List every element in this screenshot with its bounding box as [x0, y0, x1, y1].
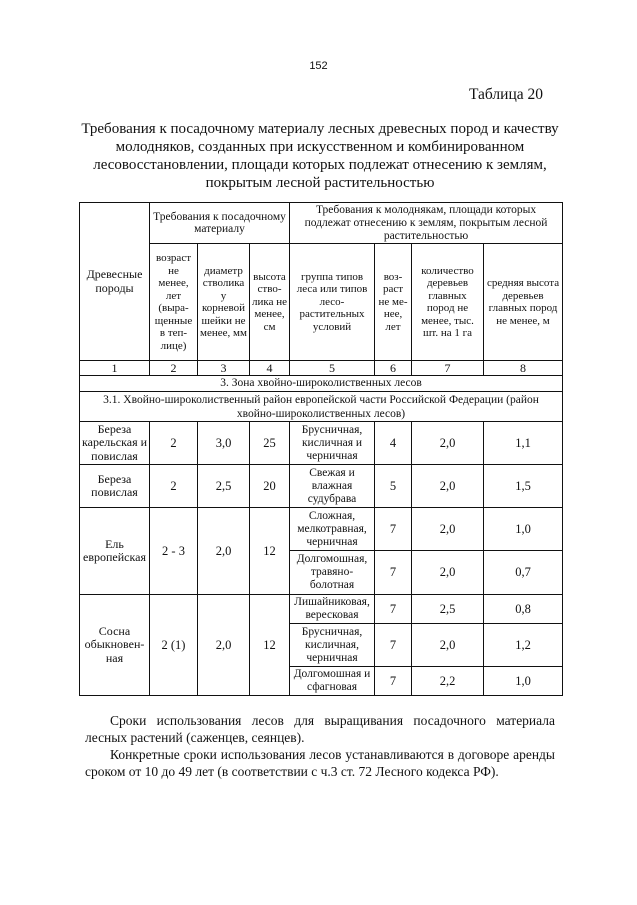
- tree-count-cell: 2,5: [412, 595, 484, 624]
- avg-height-cell: 1,5: [484, 465, 563, 508]
- tree-count-cell: 2,0: [412, 624, 484, 667]
- age-cell: 2: [150, 465, 198, 508]
- avg-height-cell: 1,0: [484, 508, 563, 551]
- avg-height-cell: 0,8: [484, 595, 563, 624]
- forest-type-cell: Долгомошная и сфагновая: [290, 667, 375, 696]
- young-age-cell: 7: [375, 508, 412, 551]
- column-number: 1: [80, 361, 150, 376]
- height-cell: 12: [250, 595, 290, 696]
- age-cell: 2 (1): [150, 595, 198, 696]
- diameter-cell: 2,5: [198, 465, 250, 508]
- header-species: Древесные породы: [80, 203, 150, 361]
- column-number: 5: [290, 361, 375, 376]
- forest-type-cell: Брусничная, кисличная и черничная: [290, 422, 375, 465]
- column-number: 2: [150, 361, 198, 376]
- header-diameter: диаметр стволика у корневой шейки не менее, мм: [198, 244, 250, 361]
- height-cell: 25: [250, 422, 290, 465]
- height-cell: 20: [250, 465, 290, 508]
- young-age-cell: 7: [375, 551, 412, 595]
- paragraph-lease-terms: Конкретные сроки использования лесов устанавливаются в договоре аренды сроком от 10 до 49 лет (в соответствии с ч.3 ст. 72 Лесного кодекса РФ).: [85, 747, 555, 779]
- forest-type-cell: Сложная, мелкотравная, черничная: [290, 508, 375, 551]
- tree-count-cell: 2,2: [412, 667, 484, 696]
- forest-type-cell: Брусничная, кисличная, черничная: [290, 624, 375, 667]
- diameter-cell: 2,0: [198, 595, 250, 696]
- header-forest-type: группа типов леса или типов лесо-растительных условий: [290, 244, 375, 361]
- tree-count-cell: 2,0: [412, 422, 484, 465]
- table-row: [80, 595, 563, 624]
- paragraph-usage-terms: Сроки использования лесов для выращивания посадочного материала лесных растений (саженцев, сеянцев).: [85, 713, 555, 745]
- header-age: возраст не менее, лет (выра-щенные в теп-лице): [150, 244, 198, 361]
- young-age-cell: 7: [375, 667, 412, 696]
- table-row: [80, 422, 563, 465]
- avg-height-cell: 1,0: [484, 667, 563, 696]
- forest-type-cell: Долгомошная, травяно-болотная: [290, 551, 375, 595]
- young-age-cell: 5: [375, 465, 412, 508]
- tree-count-cell: 2,0: [412, 465, 484, 508]
- column-number: 6: [375, 361, 412, 376]
- species-cell: Ель европейская: [80, 508, 150, 595]
- species-cell: Береза карельская и повислая: [80, 422, 150, 465]
- header-avg-height: средняя высота деревьев главных пород не менее, м: [484, 244, 563, 361]
- young-age-cell: 4: [375, 422, 412, 465]
- avg-height-cell: 1,2: [484, 624, 563, 667]
- header-young-age: воз-раст не ме-нее, лет: [375, 244, 412, 361]
- diameter-cell: 3,0: [198, 422, 250, 465]
- column-number: 7: [412, 361, 484, 376]
- species-cell: Сосна обыкновен-ная: [80, 595, 150, 696]
- table-label: Таблица 20: [468, 86, 543, 103]
- avg-height-cell: 1,1: [484, 422, 563, 465]
- header-tree-count: количество деревьев главных пород не менее, тыс. шт. на 1 га: [412, 244, 484, 361]
- column-number: 3: [198, 361, 250, 376]
- zone-heading: 3. Зона хвойно-широколиственных лесов: [80, 376, 563, 392]
- header-height: высота ство-лика не менее, см: [250, 244, 290, 361]
- young-age-cell: 7: [375, 624, 412, 667]
- table-row: [80, 465, 563, 508]
- page-number: 152: [309, 60, 328, 72]
- column-number-row: [80, 361, 563, 376]
- young-age-cell: 7: [375, 595, 412, 624]
- height-cell: 12: [250, 508, 290, 595]
- table-row: [80, 508, 563, 551]
- diameter-cell: 2,0: [198, 508, 250, 595]
- species-cell: Береза повислая: [80, 465, 150, 508]
- column-number: 4: [250, 361, 290, 376]
- document-title: Требования к посадочному материалу лесных древесных пород и качеству молодняков, созданных при искусственном и комбинированном лесовосстановлении, площади которых подлежат отнесению к землям, покрытым лесной растительностью: [81, 121, 559, 191]
- forest-type-cell: Свежая и влажная судубрава: [290, 465, 375, 508]
- tree-count-cell: 2,0: [412, 508, 484, 551]
- tree-count-cell: 2,0: [412, 551, 484, 595]
- header-planting-material: Требования к посадочному материалу: [150, 203, 290, 244]
- requirements-table: [79, 202, 563, 696]
- avg-height-cell: 0,7: [484, 551, 563, 595]
- age-cell: 2 - 3: [150, 508, 198, 595]
- region-heading: 3.1. Хвойно-широколиственный район европейской части Российской Федерации (район хвойно-широколиственных лесов): [80, 392, 563, 422]
- column-number: 8: [484, 361, 563, 376]
- age-cell: 2: [150, 422, 198, 465]
- forest-type-cell: Лишайниковая, вересковая: [290, 595, 375, 624]
- header-young-growth: Требования к молоднякам, площади которых подлежат отнесению к землям, покрытым лесной растительностью: [290, 203, 563, 244]
